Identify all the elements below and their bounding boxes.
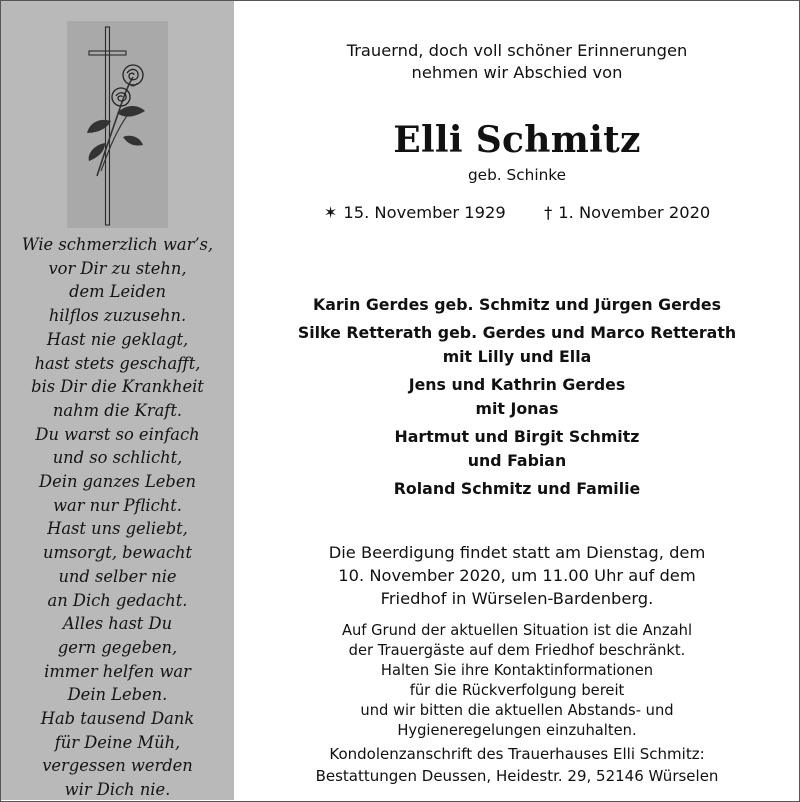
poem-line: hast stets geschafft,: [34, 353, 201, 373]
condolence-line: Bestattungen Deussen, Heidestr. 29, 52146 Würselen: [315, 767, 719, 785]
cross-with-roses-icon: [67, 21, 168, 228]
condolence-address: [234, 743, 800, 787]
life-dates: [234, 202, 800, 224]
condolence-line: Kondolenzanschrift des Trauerhauses Elli Schmitz:: [329, 745, 705, 763]
notice-line: Auf Grund der aktuellen Situation ist die Anzahl: [341, 622, 693, 639]
intro-line: nehmen wir Abschied von: [411, 63, 623, 82]
birth-date: 15. November 1929: [343, 203, 506, 222]
death-date: 1. November 2020: [558, 203, 711, 222]
mourner-group: [234, 373, 800, 421]
poem-line: umsorgt, bewacht: [42, 543, 193, 563]
poem-line: Dein ganzes Leben: [39, 472, 196, 492]
death-cross-icon: †: [544, 203, 553, 222]
poem-line: und selber nie: [58, 566, 177, 586]
mourner-line: Roland Schmitz und Familie: [393, 479, 641, 498]
mourner-line: Jens und Kathrin Gerdes: [408, 375, 626, 394]
cross-panel: [67, 21, 168, 228]
intro-line: Trauernd, doch voll schöner Erinnerungen: [346, 41, 688, 60]
mourners-list: [234, 293, 800, 505]
main-content: [234, 0, 800, 802]
poem-line: vergessen werden: [42, 756, 193, 776]
mourner-line: mit Jonas: [475, 399, 559, 418]
burial-line: Die Beerdigung findet statt am Dienstag, dem: [328, 543, 706, 562]
poem-line: dem Leiden: [69, 282, 166, 302]
poem-line: Hast uns geliebt,: [47, 519, 188, 539]
mourner-group: [234, 321, 800, 369]
poem-line: für Deine Müh,: [54, 732, 181, 752]
notice-line: und wir bitten die aktuellen Abstands- und: [360, 702, 674, 719]
poem-line: immer helfen war: [44, 661, 191, 681]
mourner-line: mit Lilly und Ella: [442, 347, 592, 366]
mourner-group: [234, 293, 800, 317]
poem-line: war nur Pflicht.: [53, 495, 182, 515]
poem-line: Alles hast Du: [62, 614, 173, 634]
mourner-line: Hartmut und Birgit Schmitz: [394, 427, 640, 446]
mourner-line: Karin Gerdes geb. Schmitz und Jürgen Gerdes: [312, 295, 722, 314]
mourner-line: und Fabian: [467, 451, 567, 470]
poem-line: vor Dir zu stehn,: [48, 258, 187, 278]
mourner-group: [234, 425, 800, 473]
maiden-name: geb. Schinke: [467, 166, 567, 184]
poem-line: Hast nie geklagt,: [46, 329, 189, 349]
poem-line: wir Dich nie.: [64, 780, 171, 800]
birth-star-icon: ✶: [323, 203, 338, 222]
sidebar: [1, 1, 234, 800]
poem-line: Hab tausend Dank: [40, 709, 195, 729]
mourner-group: [234, 477, 800, 501]
poem-line: gern gegeben,: [57, 637, 178, 657]
poem-line: Du warst so einfach: [35, 424, 200, 444]
notice-line: für die Rückverfolgung bereit: [409, 682, 625, 699]
mourner-line: Silke Retterath geb. Gerdes und Marco Retterath: [297, 323, 737, 342]
notice-line: der Trauergäste auf dem Friedhof beschränkt.: [348, 642, 686, 659]
intro-text: [234, 40, 800, 84]
poem-line: an Dich gedacht.: [47, 590, 188, 610]
poem-line: hilflos zuzusehn.: [48, 306, 187, 326]
poem-line: Dein Leben.: [67, 685, 168, 705]
burial-line: 10. November 2020, um 11.00 Uhr auf dem: [338, 566, 696, 585]
poem-line: Wie schmerzlich war’s,: [21, 235, 214, 254]
poem-line: bis Dir die Krankheit: [31, 377, 204, 397]
deceased-name: Elli Schmitz: [393, 119, 641, 161]
poem-line: und so schlicht,: [52, 448, 183, 468]
poem-line: nahm die Kraft.: [52, 400, 183, 420]
notice-line: Hygieneregelungen einzuhalten.: [397, 722, 637, 739]
poem: [1, 233, 234, 802]
covid-notice: [234, 621, 800, 741]
notice-line: Halten Sie ihre Kontaktinformationen: [380, 662, 654, 679]
burial-line: Friedhof in Würselen-Bardenberg.: [380, 589, 654, 608]
burial-info: [234, 541, 800, 610]
